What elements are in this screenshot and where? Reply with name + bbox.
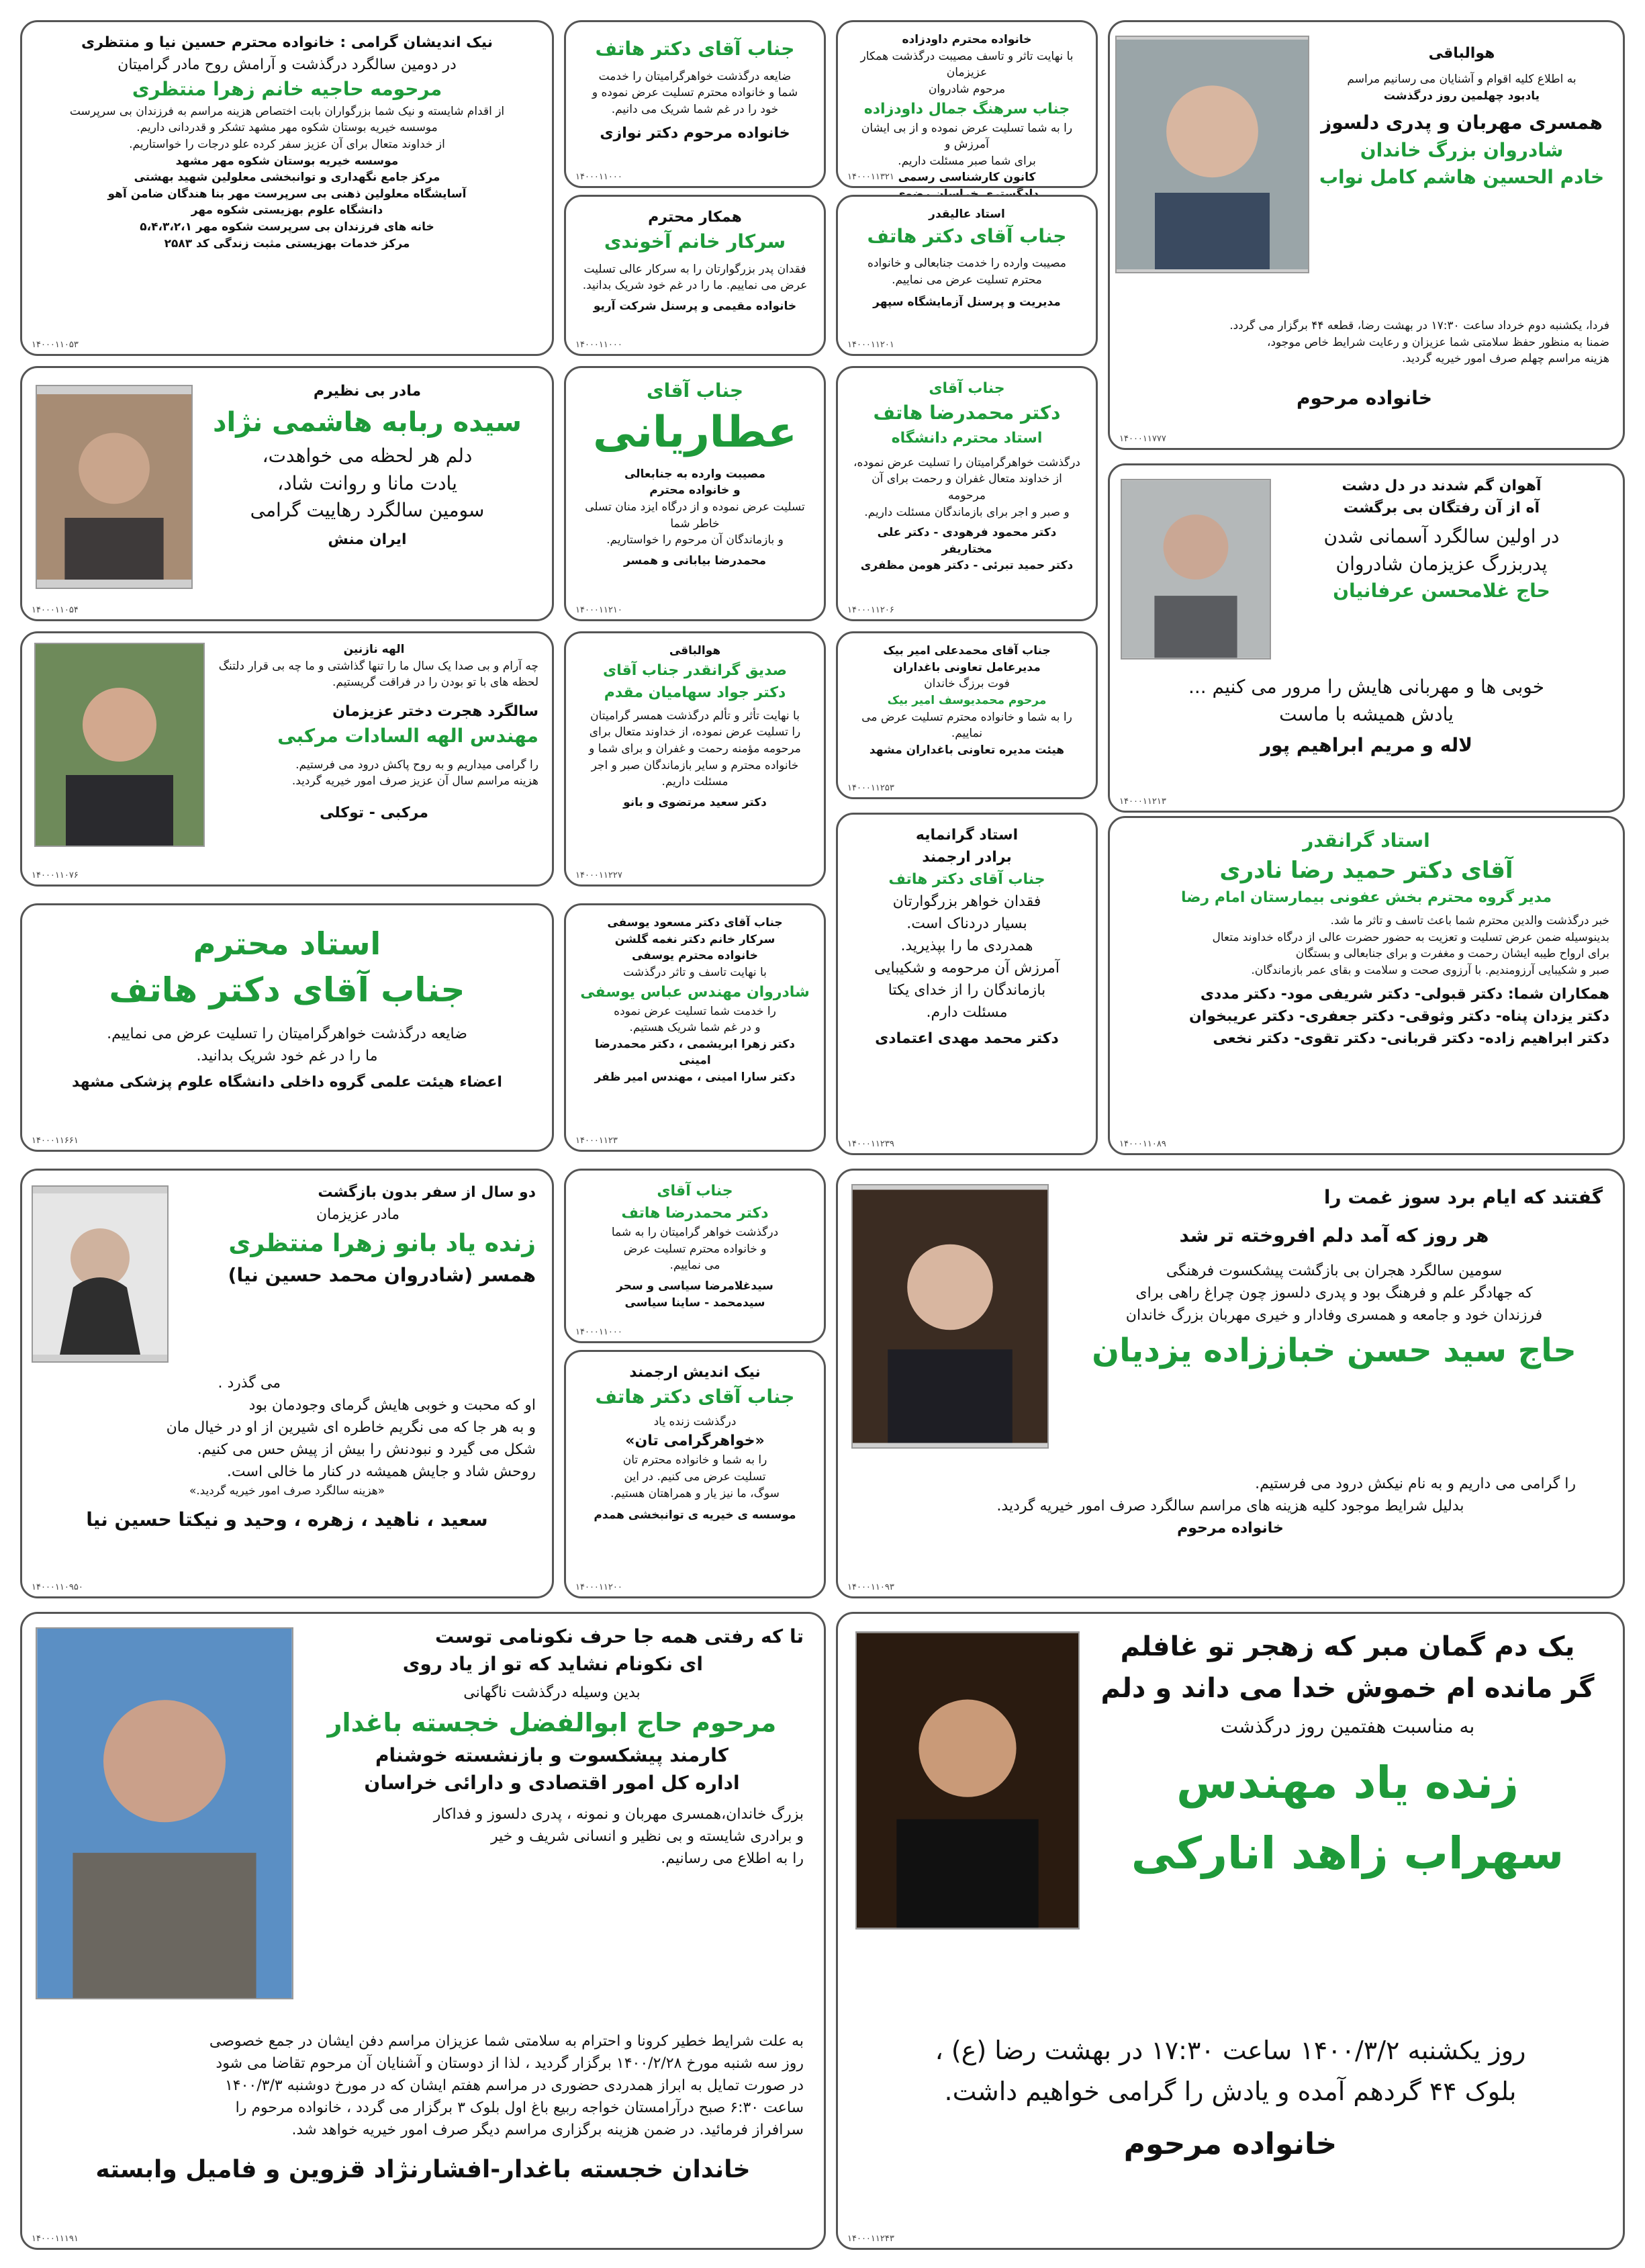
portrait-photo <box>851 1184 1049 1449</box>
ad-hatef-faculty: استاد محترم جناب آقای دکتر هاتف ضایعه درگذشت خواهرگرامیتان را تسلیت عرض می نماییم. ما را در غم خود شریک بدانید. اعضاء هیئت علمی گروه داخلی دانشگاه علوم پزشکی مشهد ۱۴۰۰۰۱۱۶۶۱ <box>20 903 554 1152</box>
ad-hosseinnia-charity: نیک اندیشان گرامی : خانواده محترم حسین نیا و منتظری در دومین سالگرد درگذشت و آرامش روح مادر گرامیتان مرحومه حاجیه خانم زهرا منتظری از اقدام شایسته و نیک شما بزرگواران بابت اختصاص هزینه مراسم به فرزندان بی سرپرست موسسه خیریه بوستان شکوه مهر مشهد تشکر و قدردانی داریم. از خداوند متعال برای آن عزیز سفر کرده علو درجات را خواستاریم. موسسه خیریه بوستان شکوه مهر مشهد مرکز جامع نگهداری و توانبخشی معلولین شهید بهشتی آسایشگاه معلولین ذهنی بی سرپرست مهر بنا هندگان ضامن آهو دانشگاه علوم بهزیستی شکوه مهر خانه های فرزندان بی سرپرست شکوه مهر ۵،۴،۳،۲،۱ مرکز خدمات بهزیستی مثبت زندگی کد ۲۵۸۳ ۱۴۰۰۰۱۱۰۵۳ <box>20 20 554 356</box>
ad-yousefi: جناب آقای دکتر مسعود یوسفی سرکار خانم دکتر نغمه گلشن خانواده محترم یوسفی با نهایت تاسف و تاثر درگذشت شادروان مهندس عباس یوسفی را خدمت شما تسلیت عرض نموده و در غم شما شریک هستیم. دکتر زهرا ابریشمی ، دکتر محمدرضا امینی دکتر سارا امینی ، مهندس امیر ظفر ۱۴۰۰۰۱۱۲۳ <box>564 903 826 1152</box>
portrait-photo <box>34 643 205 847</box>
portrait-photo <box>32 1185 169 1363</box>
ad-sahamian: هوالباقی صدیق گرانقدر جناب آقای دکتر جواد سهامیان مقدم با نهایت تأثر و تألم درگذشت همسر گرامیتان را تسلیت عرض نموده، از خداوند متعال برای مرحومه مؤمنه رحمت و غفران و برای شما و خانواده محترم و سایر بازماندگان صبر و اجر مسئلت داریم. دکتر سعید مرتضوی و بانو ۱۴۰۰۰۱۱۲۲۷ <box>564 631 826 887</box>
ad-akhondi: همکار محترم سرکار خانم آخوندی فقدان پدر بزرگوارتان را به سرکار عالی تسلیت عرض می نماییم. ما را در غم خود شریک بدانید. خانواده مقیمی و پرسنل شرکت آریو ۱۴۰۰۰۱۱۰۰۰ <box>564 195 826 356</box>
ad-khojaste-baghdar: تا که رفتی همه جا حرف نکونامی توست ای نکونام نشاید که تو از یاد روی بدین وسیله درگذشت ناگهانی مرحوم حاج ابوالفضل خجسته باغدار کارمند پیشکسوت و بازنشسته خوشنام اداره کل امور اقتصادی و دارائی خراسان بزرگ خاندان،همسری مهربان و نمونه ، پدری دلسوز و فداکار و برادری شایسته و بی نظیر و انسانی شریف و خیر را به اطلاع می رسانیم. به علت شرایط خطیر کرونا و احترام به سلامتی شما عزیزان مراسم دفن ایشان در جمع خصوصی روز سه شنبه مورخ ۱۴۰۰/۲/۲۸ برگزار گردید ، لذا از دوستان و آشنایان آن مرحوم تقاضا می شود در صورت تمایل به ابراز همدردی حضوری در مراسم هفتم ایشان که در مورخ دوشنبه ۱۴۰۰/۳/۳ ساعت ۶:۳۰ صبح درآرامستان خواجه ربیع باغ اول بلوک ۳ برگزار می گردد ، خانواده مرحوم را سرافراز فرمائید. در ضمن هزینه برگزاری مراسم دیگر صرف امور خیریه خواهد شد. خاندان خجسته باغدار-افشارنژاد قزوین و فامیل وابسته ۱۴۰۰۰۱۱۱۹۱ <box>20 1612 826 2250</box>
ad-sepehr-lab: استاد عالیقدر جناب آقای دکتر هاتف مصیبت وارده را خدمت جنابعالی و خانواده محترم تسلیت عرض می نماییم. مدیریت و پرسنل آزمایشگاه سپهر ۱۴۰۰۰۱۱۲۰۱ <box>836 195 1098 356</box>
ad-davodzadeh: خانواده محترم داودزاده با نهایت تاثر و تاسف مصیبت درگذشت همکار عزیزمان مرحوم شادروان جناب سرهنگ جمال داودزاده را به شما تسلیت عرض نموده و از بی ایشان آمرزش و برای شما صبر مسئلت داریم. کانون کارشناسی رسمی ۱۴۰۰۰۱۱۳۲۱ <box>836 20 1098 188</box>
ad-attariani: جناب آقای عطاریانی مصیبت وارده به جنابعالی و خانواده محترم تسلیت عرض نموده و از درگاه ایزد منان تسلی خاطر شما و بازماندگان آن مرحوم را خواستاریم. محمدرضا بیابانی و همسر ۱۴۰۰۰۱۱۲۱۰ <box>564 366 826 621</box>
ad-zahed-anaraki: یک دم گمان مبر که زهجر تو غافلم گر مانده ام خموش خدا می داند و دلم به مناسبت هفتمین روز درگذشت زنده یاد مهندس سهراب زاهد انارکی روز یکشنبه ۱۴۰۰/۳/۲ ساعت ۱۷:۳۰ در بهشت رضا (ع) ، بلوک ۴۴ گردهم آمده و یادش را گرامی خواهیم داشت. خانواده مرحوم ۱۴۰۰۰۱۱۲۴۳ <box>836 1612 1625 2250</box>
ad-erfanian: آهوان گم شدند در دل دشت آه از آن رفتگان بی برگشت در اولین سالگرد آسمانی شدن پدربزرگ عزیزمان شادروان حاج غلامحسن عرفانیان خوبی ها و مهربانی هایش را مرور می کنیم ... یادش همیشه با ماست لاله و مریم ابراهیم پور ۱۴۰۰۰۱۱۲۱۳ <box>1108 463 1625 813</box>
ad-navazi: جناب آقای دکتر هاتف ضایعه درگذشت خواهرگرامیتان را خدمت شما و خانواده محترم تسلیت عرض نموده و خود را در غم شما شریک می دانیم. خانواده مرحوم دکتر نوازی ۱۴۰۰۰۱۱۰۰۰ <box>564 20 826 188</box>
ad-montazeri-memorial: دو سال از سفر بدون بازگشت مادر عزیزمان زنده یاد بانو زهرا منتظری همسر (شادروان محمد حسین نیا) می گذرد . او که محبت و خوبی هایش گرمای وجودمان بود و به هر جا که می نگریم خاطره ای شیرین از او در خیال مان شکل می گیرد و نبودنش را بیش از پیش حس می کنیم. روحش شاد و جایش همیشه در کنار ما خالی است. «هزینه سالگرد صرف امور خیریه گردید.» سعید ، ناهید ، زهره ، وحید و نیکتا حسین نیا ۱۴۰۰۰۱۱۰۹۵۰ <box>20 1169 554 1598</box>
ad-hatef-university: جناب آقای دکتر محمدرضا هاتف استاد محترم دانشگاه درگذشت خواهرگرامیتان را تسلیت عرض نموده، از خداوند متعال غفران و رحمت برای آن مرحومه و صبر و اجر برای بازماندگان مسئلت داریم. دکتر محمود فرهودی - دکتر علی مختاریفر دکتر حمید تبرئی - دکتر هومن مظفری ۱۴۰۰۰۱۱۲۰۶ <box>836 366 1098 621</box>
portrait-photo <box>1121 479 1271 660</box>
portrait-photo <box>36 1627 293 1999</box>
portrait-photo <box>36 385 193 589</box>
ad-amir-beik: جناب آقای محمدعلی امیر بیک مدیرعامل تعاونی باغداران فوت برزگ خاندان مرحوم محمدیوسف امیر بیک را به شما و خانواده محترم تسلیت عرض می نماییم. هیئت مدیره تعاونی باغداران مشهد ۱۴۰۰۰۱۱۲۵۳ <box>836 631 1098 799</box>
ad-etemadi: استاد گرانمایه برادر ارجمند جناب آقای دکتر هاتف فقدان خواهر بزرگوارتان بسیار دردناک است. همدردی ما را بپذیرید. آمرزش آن مرحومه و شکیبایی بازماندگان را از خدای یکتا مسئلت دارم. دکتر محمد مهدی اعتمادی ۱۴۰۰۰۱۱۲۳۹ <box>836 813 1098 1155</box>
ad-nawab: هوالباقی به اطلاع کلیه اقوام و آشنایان می رسانیم مراسم یادبود چهلمین روز درگذشت همسری مهربان و پدری دلسوز شادروان بزرگ خاندان خادم الحسین هاشم کامل نواب فردا، یکشنبه دوم خرداد ساعت ۱۷:۳۰ در بهشت رضا، قطعه ۴۴ برگزار می گردد. ضمنا به منظور حفظ سلامتی شما عزیزان و رعایت شرایط خاص موجود، هزینه مراسم چهلم صرف امور خیریه گردید. خانواده مرحوم ۱۴۰۰۰۱۱۷۷۷ <box>1108 20 1625 450</box>
ad-khabazzadeh: گفتند که ایام برد سوز غمت را هر روز که آمد دلم افروخته تر شد سومین سالگرد هجران بی بازگشت پیشکسوت فرهنگی که جهادگر علم و فرهنگ بود و پدری دلسوز چون چراغ راهی برای فرزندان خود و جامعه و همسری وفادار و خیری مهربان بزرگ خاندان حاج سید حسن خباززاده یزدیان را گرامی می داریم و به نام نیکش درود می فرستیم. بدلیل شرایط موجود کلیه هزینه های مراسم سالگرد صرف امور خیریه گردید. خانواده مرحوم ۱۴۰۰۰۱۱۰۹۳ <box>836 1169 1625 1598</box>
ad-hashemi-nejad: مادر بی نظیرم سیده ربابه هاشمی نژاد دلم هر لحظه می خواهدت، یادت مانا و روانت شاد، سومین سالگرد رهاییت گرامی ایران منش ۱۴۰۰۰۱۱۰۵۴ <box>20 366 554 621</box>
ad-hamdam: نیک اندیش ارجمند جناب آقای دکتر هاتف درگذشت زنده یاد «خواهرگرامی تان» را به شما و خانواده محترم تان تسلیت عرض می کنیم. در این سوگ، ما نیز یار و همراهتان هستیم. موسسه ی خیریه ی توانبخشی همدم ۱۴۰۰۰۱۱۲۰۰ <box>564 1350 826 1598</box>
portrait-photo <box>855 1631 1080 1930</box>
portrait-photo <box>1115 36 1309 273</box>
ad-siasi: جناب آقای دکتر محمدرضا هاتف درگذشت خواهر گرامیتان را به شما و خانواده محترم تسلیت عرض می نماییم. سیدغلامرضا سیاسی و سحر سیدمحمد - ساینا سیاسی ۱۴۰۰۰۱۱۰۰۰ <box>564 1169 826 1343</box>
ad-naderi: استاد گرانقدر آقای دکتر حمید رضا نادری مدیر گروه محترم بخش عفونی بیمارستان امام رضا خبر درگذشت والدین محترم شما باعث تاسف و تاثر ما شد. بدینوسیله ضمن عرض تسلیت و تعزیت به حضور حضرت عالی از درگاه خداوند متعال برای ارواح طیبه ایشان رحمت و مغفرت و برای جنابعالی و بستگان صبر و شکیبایی آرزومندیم. با آرزوی صحت و سلامت و بقای عمر بازماندگان. همکاران شما: دکتر قبولی- دکتر شریفی مود- دکتر مددی دکتر یزدان پناه- دکتر وثوقی- دکتر جعفری- دکتر عریبخوان دکتر ابراهیم زاده- دکتر قربانی- دکتر تقوی- دکتر نخعی ۱۴۰۰۰۱۱۰۸۹ <box>1108 816 1625 1155</box>
ad-morakabi: الهه نازنین چه آرام و بی صدا یک سال ما را تنها گذاشتی و ما چه بی قرار دلتنگ لحظه های با تو بودن را در فراقت گریستیم. سالگرد هجرت دختر عزیزمان مهندس الهه السادات مرکبی را گرامی میداریم و به روح پاکش درود می فرستیم. هزینه مراسم سال آن عزیز صرف امور خیریه گردید. مرکبی - توکلی ۱۴۰۰۰۱۱۰۷۶ <box>20 631 554 887</box>
